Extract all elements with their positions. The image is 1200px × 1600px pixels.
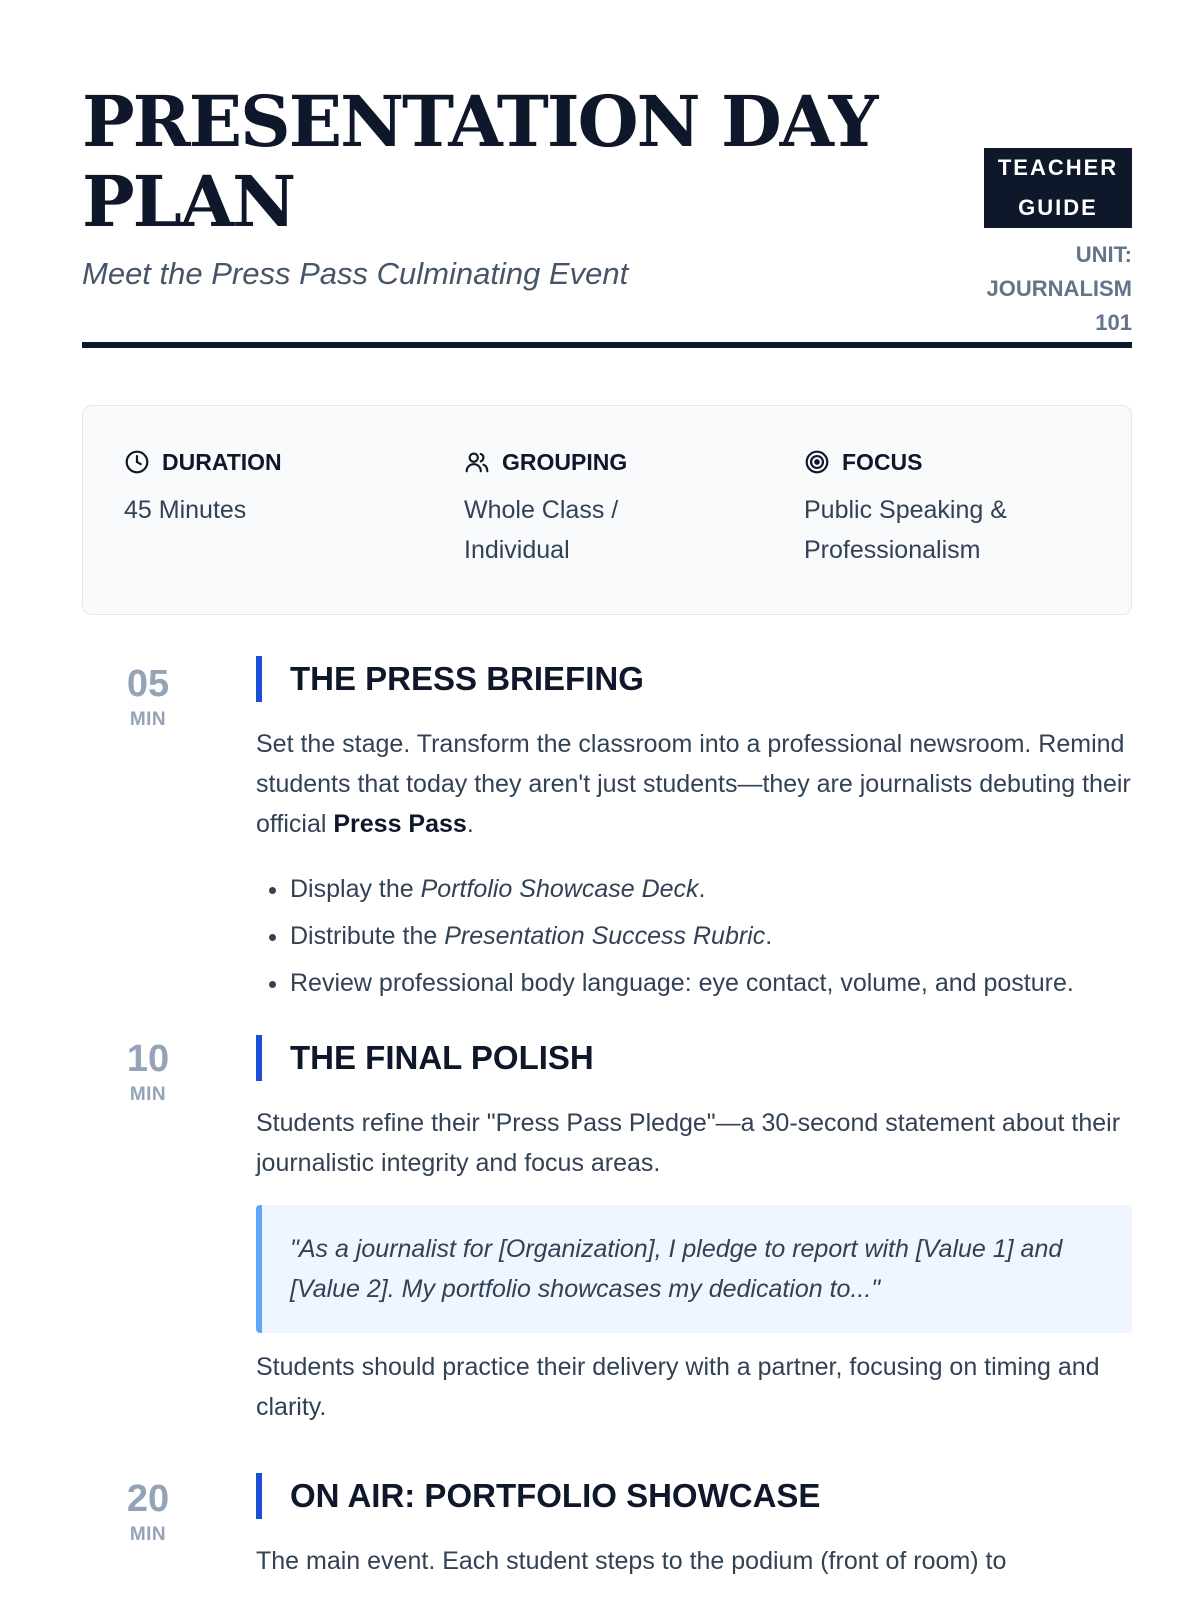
segment-time	[82, 1038, 214, 1106]
segment-title: THE FINAL POLISH	[256, 1035, 1132, 1081]
list-item: • Display the Portfolio Showcase Deck.	[290, 866, 1132, 913]
segment-minutes: 05	[126, 663, 170, 705]
info-value-focus: Public Speaking & Professionalism	[804, 496, 1007, 564]
target-icon	[804, 449, 830, 475]
segment-minutes-unit: MIN	[129, 1084, 167, 1105]
header-meta	[972, 148, 1132, 340]
segment-time	[82, 663, 214, 731]
segment-minutes: 10	[126, 1038, 170, 1080]
clock-icon	[124, 449, 150, 475]
segment-body: Students refine their "Press Pass Pledge"—a 30-second statement about their journalistic integrity and focus areas.	[256, 1109, 1121, 1177]
list-item: • Review professional body language: eye contact, volume, and posture.	[290, 960, 1132, 1007]
users-icon	[464, 449, 490, 475]
page-header	[82, 0, 1132, 345]
info-label-focus: FOCUS	[842, 448, 923, 475]
page-title: PRESENTATION DAY PLAN	[82, 80, 877, 243]
list-item: • Distribute the Presentation Success Rubric.	[290, 913, 1132, 960]
segment-minutes-unit: MIN	[129, 1524, 167, 1545]
info-value-grouping: Whole Class / Individual	[464, 496, 619, 564]
segment-followup: Students should practice their delivery with a partner, focusing on timing and clarity.	[256, 1353, 1100, 1421]
segment-content	[256, 656, 1132, 1007]
press-pass-emphasis: Press Pass	[333, 810, 467, 838]
lesson-plan-page	[82, 0, 1132, 1575]
info-duration	[124, 446, 424, 530]
segment-content	[256, 1035, 1132, 1427]
unit-label: UNIT: JOURNALISM 101	[986, 242, 1132, 335]
segment-minutes: 20	[126, 1478, 170, 1520]
info-focus	[804, 446, 1104, 570]
segment-content	[256, 1473, 1132, 1581]
info-label-duration: DURATION	[162, 448, 282, 475]
info-panel	[82, 405, 1132, 615]
segment-body: Set the stage. Transform the classroom into a professional newsroom. Remind students that today they aren't just students—they are journalists debuting their official Press Pass.	[256, 730, 1131, 838]
header-divider	[82, 342, 1132, 348]
page-subtitle: Meet the Press Pass Culminating Event	[82, 256, 629, 291]
pledge-quote: "As a journalist for [Organization], I pledge to report with [Value 1] and [Value 2]. My portfolio showcases my dedication to..."	[256, 1205, 1132, 1333]
briefing-checklist	[256, 866, 1132, 1007]
segment-title: ON AIR: PORTFOLIO SHOWCASE	[256, 1473, 1132, 1519]
segment-title: THE PRESS BRIEFING	[256, 656, 1132, 702]
segment-body: The main event. Each student steps to the podium (front of room) to	[256, 1547, 1007, 1575]
info-value-duration: 45 Minutes	[124, 496, 247, 524]
teacher-guide-badge: TEACHER GUIDE	[984, 148, 1132, 228]
info-grouping	[464, 446, 764, 570]
segment-time	[82, 1478, 214, 1546]
info-label-grouping: GROUPING	[502, 448, 628, 475]
segment-minutes-unit: MIN	[129, 709, 167, 730]
